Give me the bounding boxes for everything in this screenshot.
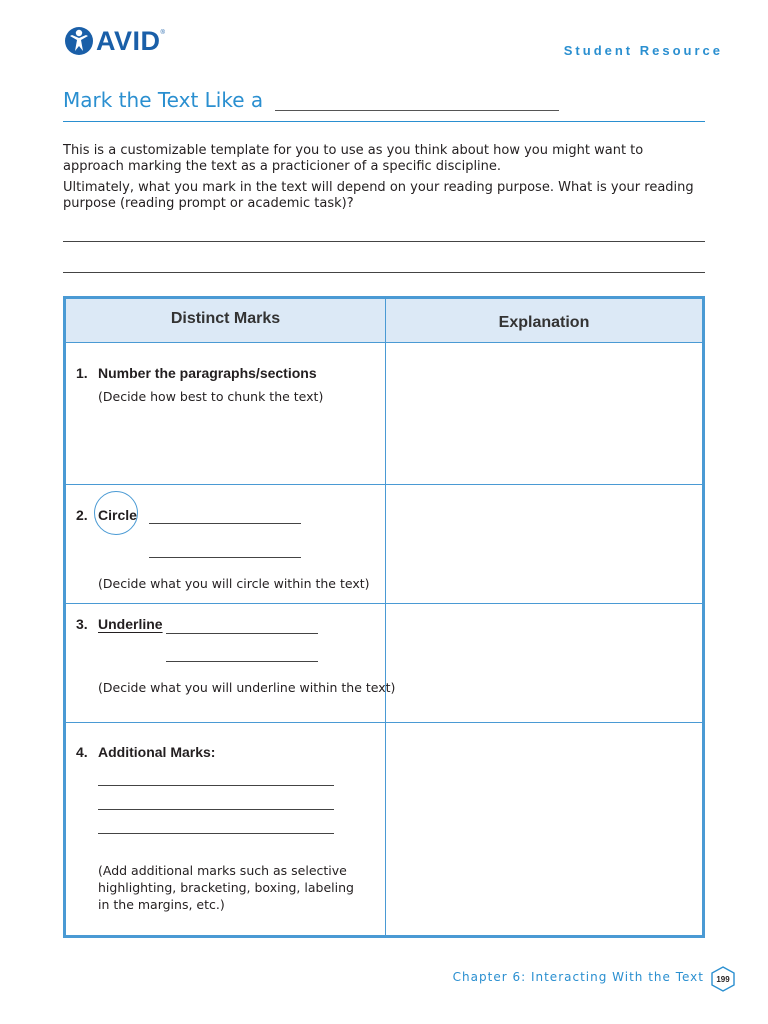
row-1-note: (Decide how best to chunk the text) [98,389,324,404]
row-3-note: (Decide what you will underline within the text) [98,680,396,695]
header-explanation: Explanation [498,313,590,331]
row-1-label: Number the paragraphs/sections [98,365,317,381]
additional-blank-2[interactable] [98,809,334,810]
row-2-note: (Decide what you will circle within the text) [98,576,370,591]
underline-blank-1[interactable] [166,633,318,634]
row-divider-2 [66,603,702,604]
underline-blank-2[interactable] [166,661,318,662]
title-rule [63,121,705,122]
circle-blank-2[interactable] [149,557,301,558]
logo-wordmark: AVID [96,25,161,56]
marks-table [63,296,705,938]
logo-registered-mark: ® [160,30,165,36]
answer-line-1[interactable] [63,241,705,242]
row-2-number: 2. [76,507,88,523]
intro-paragraph-2: Ultimately, what you mark in the text will depend on your reading purpose. What is your reading purpose (reading prompt or academic task)? [63,180,694,211]
additional-blank-3[interactable] [98,833,334,834]
table-header [66,299,702,343]
row-divider-1 [66,484,702,485]
title-blank-line [275,110,559,111]
answer-line-2[interactable] [63,272,705,273]
intro-paragraph-1: This is a customizable template for you to use as you think about how you might want to approach marking the text as a practicioner of a specific discipline. [63,143,644,174]
avid-figure-logo-icon [64,25,94,57]
avid-logo [64,24,165,58]
page-title: Mark the Text Like a [63,88,264,112]
row-divider-3 [66,722,702,723]
row-3-label: Underline [98,616,163,632]
row-1-number: 1. [76,365,88,381]
row-3-number: 3. [76,616,88,632]
additional-blank-1[interactable] [98,785,334,786]
row-4-label: Additional Marks: [98,744,216,760]
intro-text [63,143,703,217]
column-divider [385,299,386,935]
row-2-label: Circle [98,507,137,523]
row-4-note: (Add additional marks such as selective highlighting, bracketing, boxing, labeling in the margins, etc.) [98,863,354,912]
footer-chapter: Chapter 6: Interacting With the Text [452,970,704,984]
section-label: Student Resource [563,43,723,58]
header-distinct-marks: Distinct Marks [170,309,281,327]
page-number: 199 [716,974,730,984]
circle-blank-1[interactable] [149,523,301,524]
row-4-number: 4. [76,744,88,760]
